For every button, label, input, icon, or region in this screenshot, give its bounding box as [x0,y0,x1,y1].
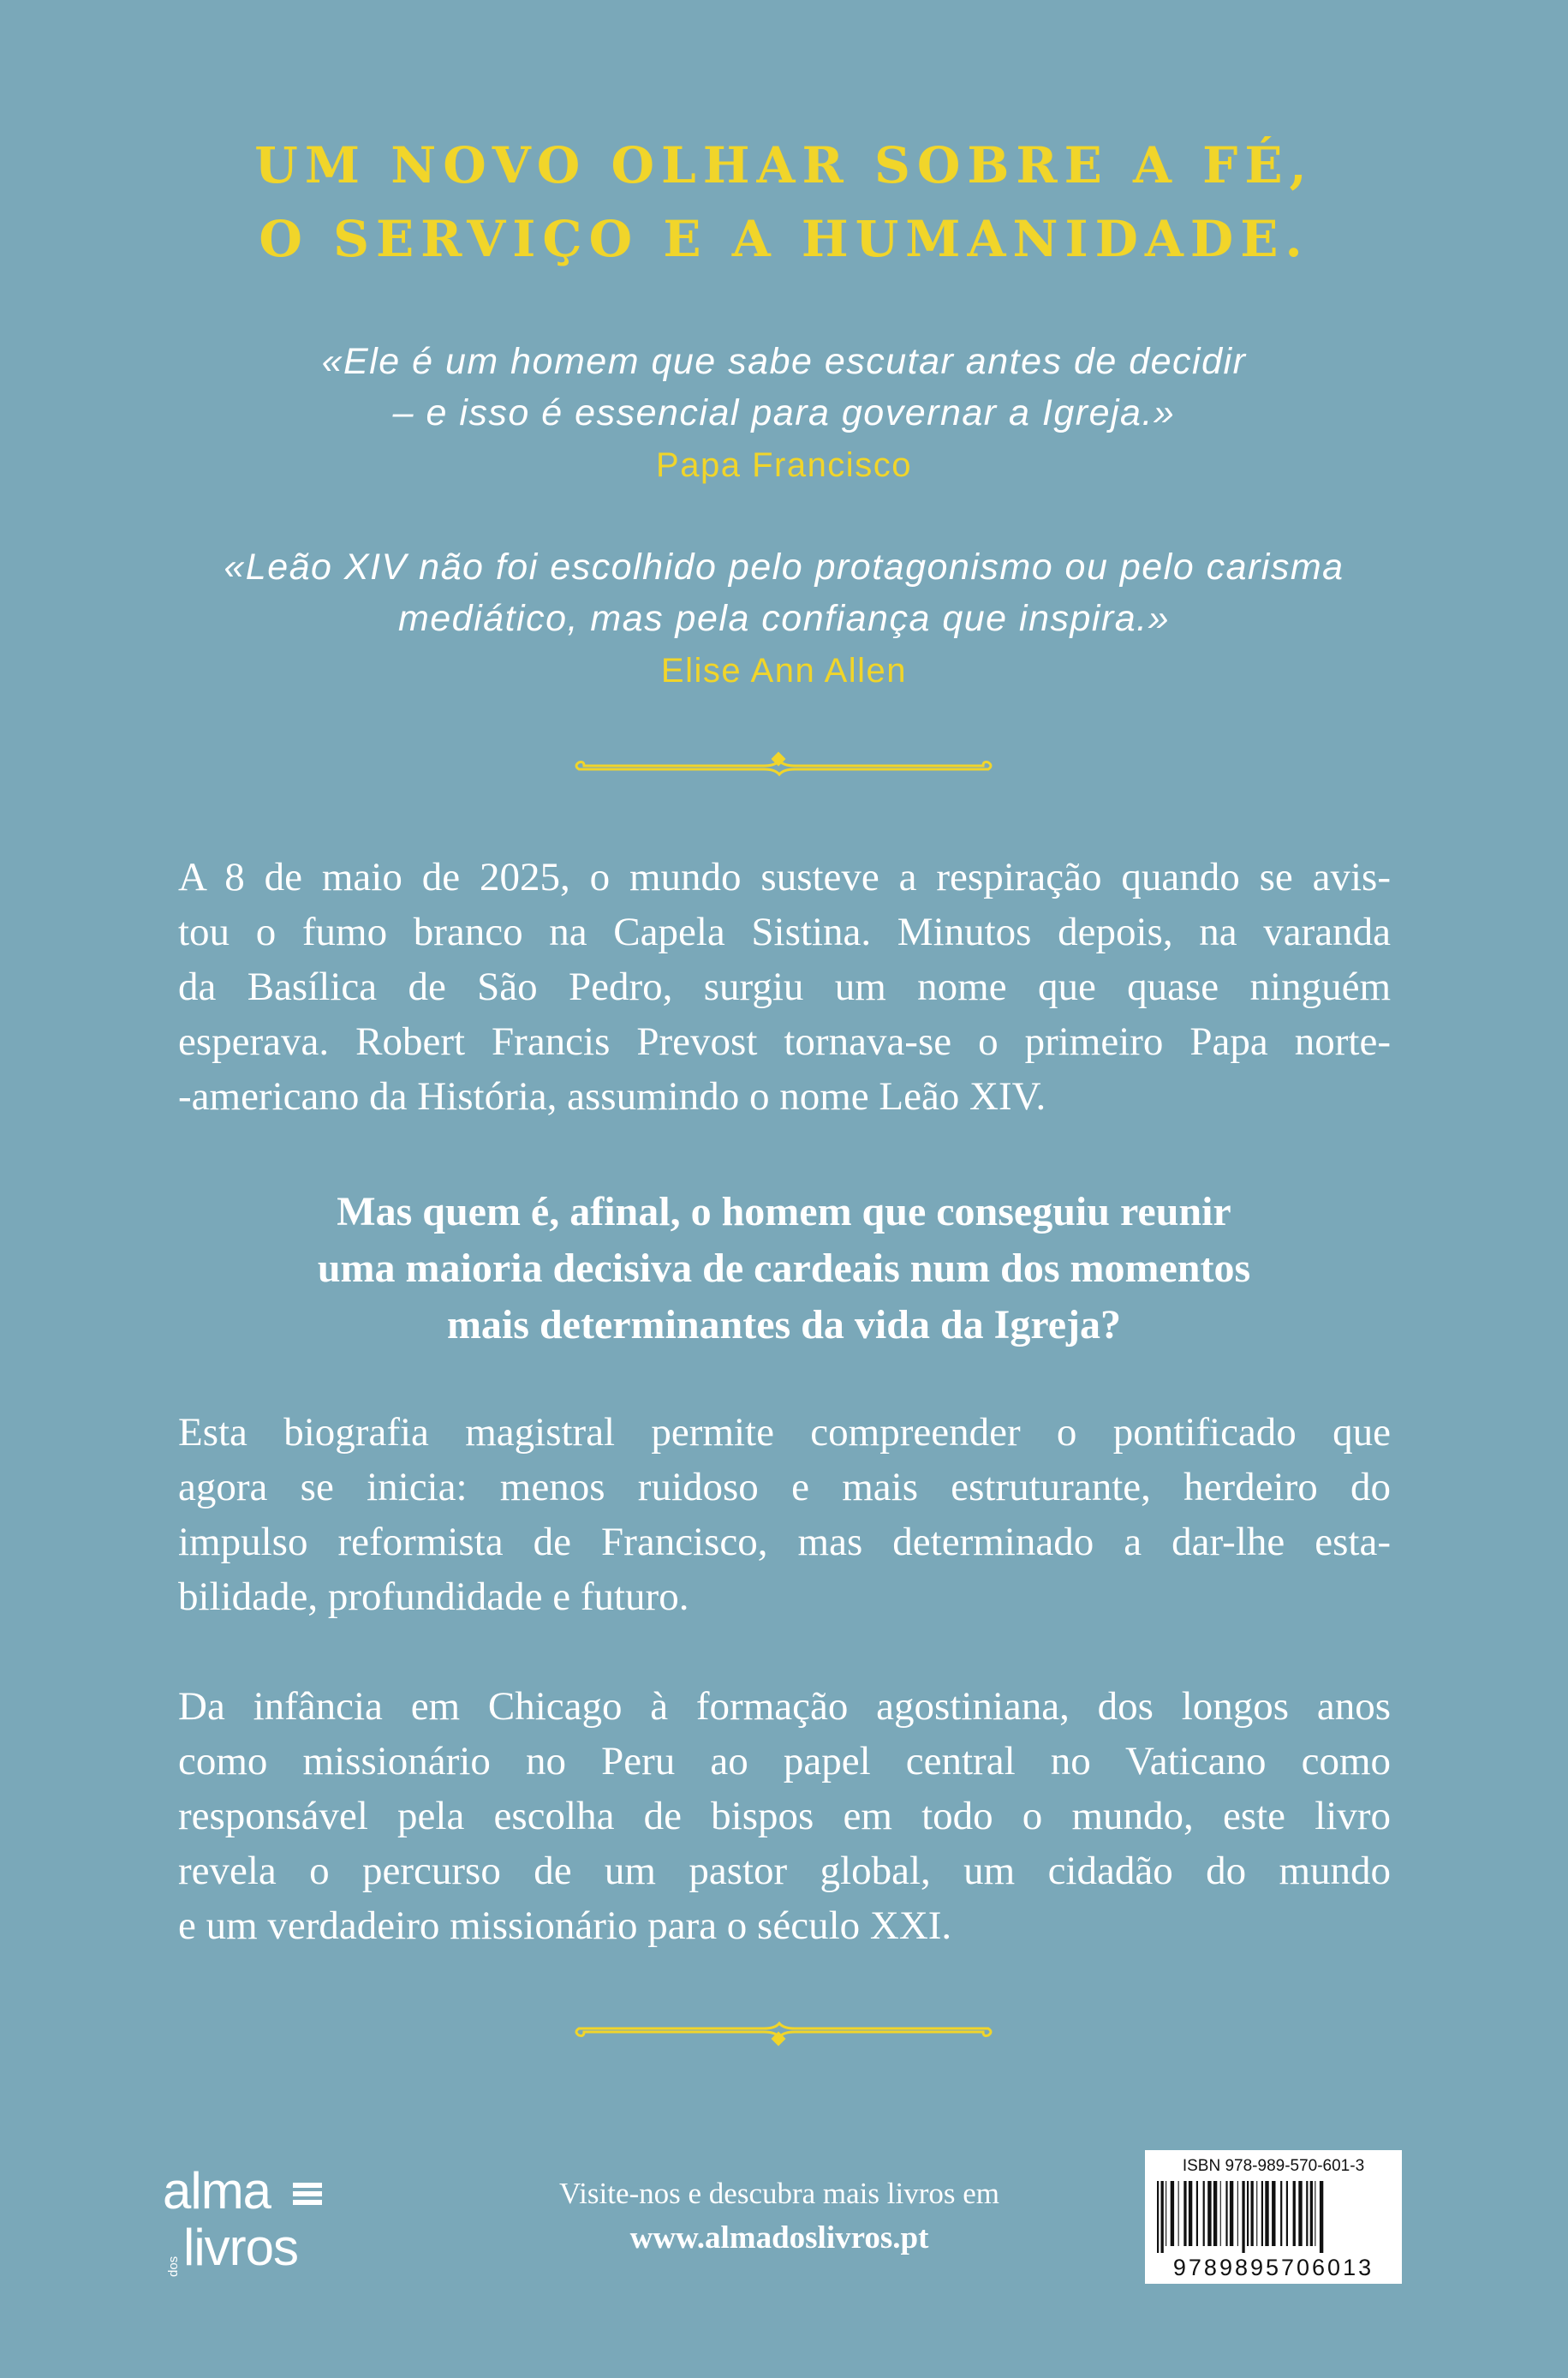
barcode-bar [1220,2181,1221,2246]
barcode-bar [1161,2181,1164,2253]
text-line: responsável pela escolha de bispos em todo o mundo, este livro [178,1794,1391,1838]
journey-paragraph [178,1679,1391,1953]
visit-text: Visite-nos e descubra mais livros em [558,2177,1000,2210]
barcode-bar [1225,2181,1227,2246]
barcode-bar [1280,2181,1282,2246]
barcode-bar [1286,2181,1288,2246]
barcode-bar [1261,2181,1263,2246]
quote-line: «Leão XIV não foi escolhido pelo protagonismo ou pelo carisma [224,547,1344,588]
text-line: bilidade, profundidade e futuro. [178,1574,689,1619]
headline [0,128,1568,276]
logo-livros: livros [183,2219,299,2276]
barcode-bar [1230,2181,1233,2246]
quote-allen [0,541,1568,697]
barcode-bar [1196,2181,1198,2246]
barcode-bar [1183,2181,1186,2246]
publisher-logo [163,2162,351,2277]
ornament-divider-bottom [574,2017,993,2051]
barcode-bar [1265,2181,1268,2246]
quote-line: mediático, mas pela confiança que inspira.» [397,598,1171,639]
text-line: mais determinantes da vida da Igreja? [446,1302,1122,1347]
quote-text [0,541,1568,644]
text-line: da Basílica de São Pedro, surgiu um nome que quase ninguém [178,965,1391,1009]
logo-dos: dos [166,2256,181,2277]
logo-alma: alma [163,2162,271,2220]
barcode-bar [1242,2181,1244,2253]
barcode-bar [1306,2181,1308,2246]
text-line: tou o fumo branco na Capela Sistina. Minutos depois, na varanda [178,910,1391,954]
text-line: revela o percurso de um pastor global, um cidadão do mundo [178,1849,1391,1893]
headline-line-2: O SERVIÇO E A HUMANIDADE. [259,210,1309,268]
barcode-bar [1247,2181,1249,2246]
isbn-number: ISBN 978-989-570-601-3 [1182,2157,1365,2175]
barcode-bar [1178,2181,1179,2246]
question-paragraph [0,1184,1568,1353]
text-line: Mas quem é, afinal, o homem que conseguiu reunir [337,1189,1231,1234]
quote-line: «Ele é um homem que sabe escutar antes de decidir [321,341,1247,382]
publisher-url[interactable]: www.almadoslivros.pt [629,2220,929,2256]
barcode-bar [1293,2181,1296,2246]
ornament-divider-top [574,747,993,781]
quote-author: Papa Francisco [656,446,912,484]
visit-publisher [480,2172,1079,2261]
ean-number: 9789895706013 [1172,2255,1374,2280]
barcode-bar [1237,2181,1238,2246]
quote-author: Elise Ann Allen [660,652,908,690]
headline-line-1: UM NOVO OLHAR SOBRE A FÉ, [254,136,1314,194]
barcode-bar [1298,2181,1302,2246]
text-line: A 8 de maio de 2025, o mundo susteve a respiração quando se avis- [178,855,1391,899]
barcode-bar [1171,2181,1174,2246]
text-line: agora se inicia: menos ruidoso e mais estruturante, herdeiro do [178,1465,1391,1509]
text-line: Da infância em Chicago à formação agostiniana, dos longos anos [178,1684,1391,1729]
barcode-bar [1213,2181,1217,2246]
barcode-bar [1256,2181,1257,2246]
barcode-bar [1320,2181,1323,2253]
text-line: Esta biografia magistral permite compreender o pontificado que [178,1410,1391,1455]
barcode-bar [1251,2181,1254,2246]
book-stack-icon [293,2183,322,2208]
text-line: e um verdadeiro missionário para o século XXI. [178,1903,952,1948]
barcode-bar [1207,2181,1211,2246]
barcode-bar [1272,2181,1275,2246]
text-line: esperava. Robert Francis Prevost tornava-se o primeiro Papa norte- [178,1019,1391,1064]
biography-paragraph [178,1405,1391,1624]
text-line: impulso reformista de Francisco, mas determinado a dar-lhe esta- [178,1520,1391,1564]
quote-text [0,336,1568,439]
text-line: -americano da História, assumindo o nome Leão XIV. [178,1074,1046,1119]
barcode-bars-icon [1155,2181,1392,2253]
text-line: como missionário no Peru ao papel central no Vaticano como [178,1739,1391,1784]
barcode-bar [1310,2181,1313,2246]
quote-francisco [0,336,1568,492]
barcode-bar [1189,2181,1192,2246]
barcode-bar [1203,2181,1205,2246]
intro-paragraph [178,850,1391,1124]
text-line: uma maioria decisiva de cardeais num dos momentos [317,1246,1251,1291]
isbn-barcode [1145,2150,1402,2284]
barcode-bar [1157,2181,1159,2253]
quote-line: – e isso é essencial para governar a Igreja.» [392,392,1176,433]
